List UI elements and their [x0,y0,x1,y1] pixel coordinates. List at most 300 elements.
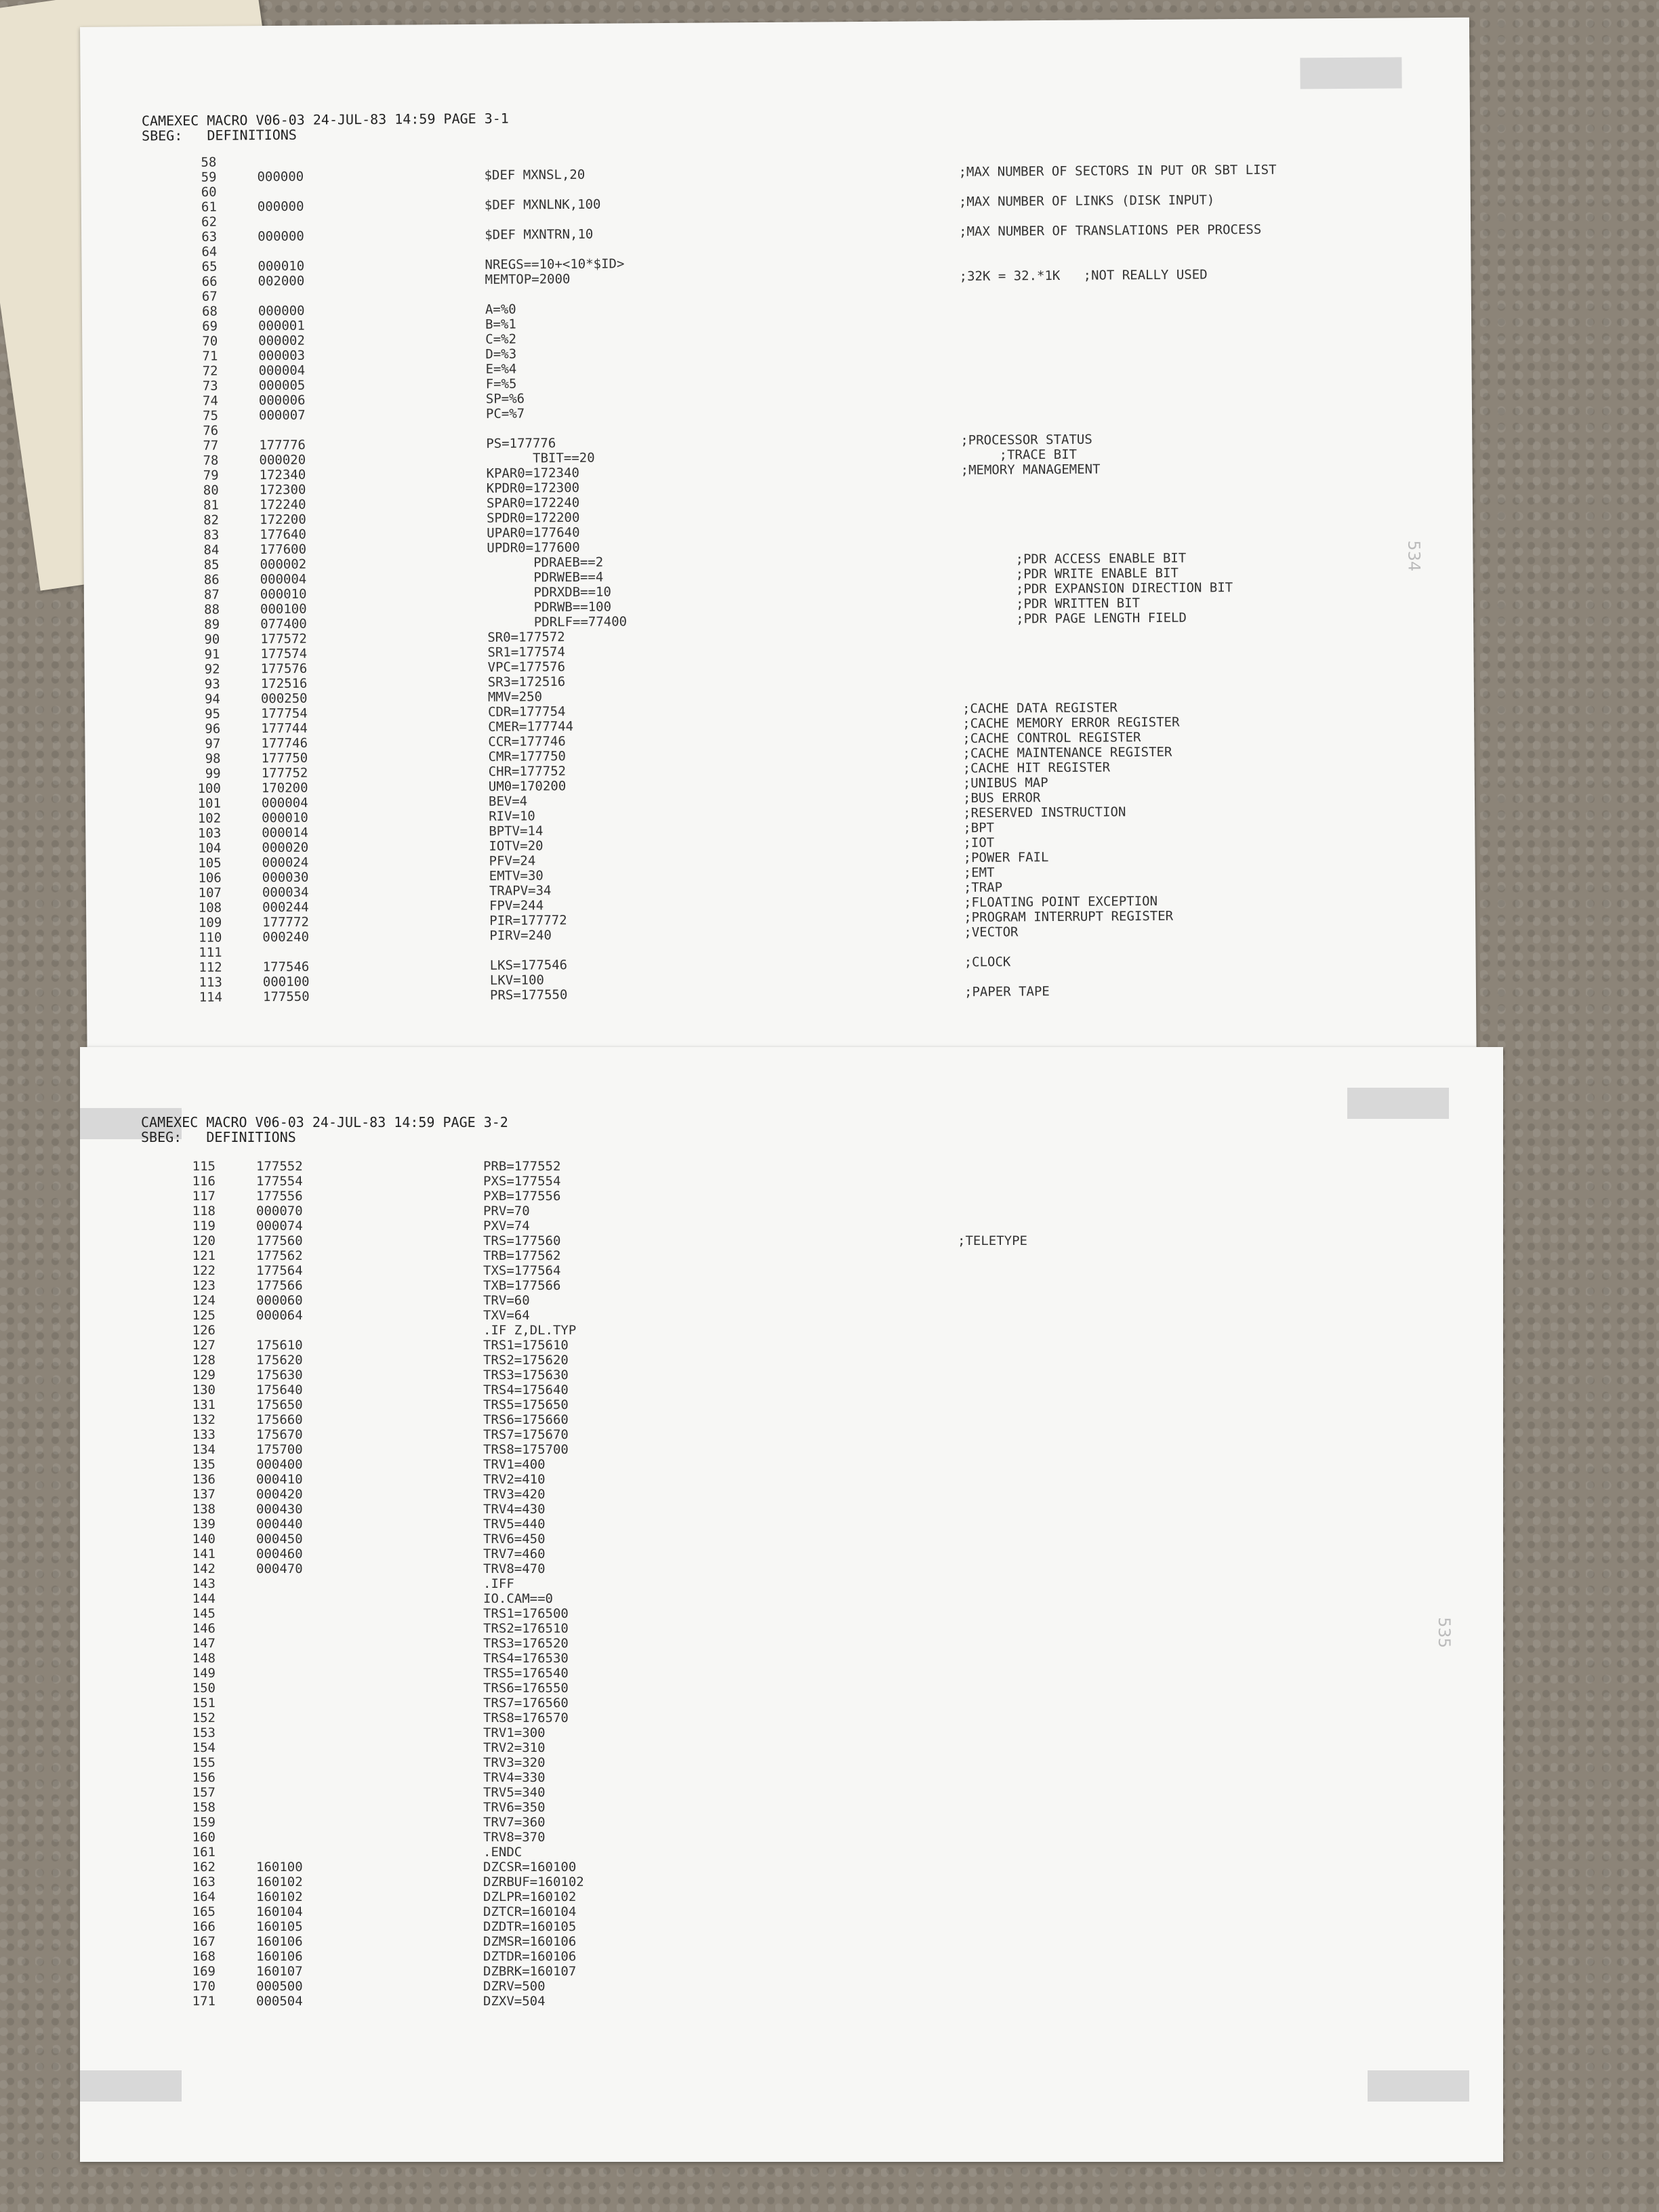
line-number: 131 [192,1397,216,1412]
source-code: TRS5=175650 [483,1397,569,1412]
source-code: BEV=4 [488,794,528,809]
listing-line [141,1860,1398,1875]
page-header: CAMEXEC MACRO V06-03 24-JUL-83 14:59 PAGE 3-2 [141,1114,508,1130]
line-number: 129 [192,1368,216,1382]
source-code: TXB=177566 [483,1278,561,1293]
comment [958,1964,1398,1979]
listing-line [141,1189,1398,1204]
listing-line [141,1666,1398,1681]
octal-value: 000030 [262,869,309,886]
listing-line [141,1263,1398,1278]
line-number: 67 [201,289,218,304]
source-code: TRS7=175670 [483,1427,569,1442]
octal-value [216,1636,483,1651]
comment [958,1934,1398,1949]
octal-value: 160104 [256,1904,303,1919]
source-code: DZBRK=160107 [483,1964,577,1979]
line-number: 157 [192,1785,216,1800]
source-code: TRS1=175610 [483,1338,569,1353]
comment: ;POWER FAIL [963,850,1049,865]
source-code: TRS2=175620 [483,1353,569,1368]
listing-line [141,1964,1398,1979]
source-code: TRV1=300 [483,1725,546,1740]
source-code: CHR=177752 [488,764,567,779]
comment: ;IOT [963,835,995,851]
octal-value: 000430 [256,1502,303,1517]
octal-value: 000074 [256,1218,303,1233]
listing-line [141,1621,1398,1636]
listing-line [141,1949,1398,1964]
comment [958,1830,1398,1845]
source-code: PC=%7 [485,406,525,422]
line-number: 79 [203,468,219,483]
octal-value: 000003 [258,348,306,364]
source-code: SR0=177572 [487,630,565,645]
source-code: C=%2 [485,331,517,347]
line-number: 81 [203,497,220,513]
line-number: 121 [192,1248,216,1263]
source-code: TRV8=470 [483,1561,546,1576]
line-number: 137 [192,1487,216,1502]
line-number: 116 [192,1174,216,1189]
line-number: 169 [192,1964,216,1979]
octal-value [216,1621,483,1636]
octal-value: 000005 [258,377,306,394]
octal-value [216,1323,483,1338]
comment: ;32K = 32.*1K ;NOT REALLY USED [959,267,1208,284]
margin-number: 534 [1404,540,1424,572]
octal-value: 172340 [259,467,306,483]
line-number: 163 [192,1875,216,1889]
source-code: .ENDC [483,1845,523,1860]
line-number: 66 [201,274,218,289]
source-code: PDRWB==100 [487,599,612,615]
printout-page-2 [80,1047,1503,2162]
comment [958,1740,1398,1755]
octal-value: 000100 [262,974,310,990]
octal-value: 000060 [256,1293,303,1308]
source-code: TRV=60 [483,1293,530,1308]
source-code: TBIT==20 [486,450,595,466]
octal-value: 000100 [260,601,307,617]
source-code: TRV5=440 [483,1517,546,1532]
octal-value: 175640 [256,1382,303,1397]
octal-value: 177546 [262,959,310,975]
listing-line [141,1591,1398,1606]
source-code: DZLPR=160102 [483,1889,577,1904]
line-number: 93 [204,676,220,692]
source-code: TRS=177560 [483,1233,561,1248]
octal-value [218,422,486,438]
octal-value: 160102 [256,1889,303,1904]
listing-line [141,1830,1398,1845]
comment [958,1576,1398,1591]
source-code: FPV=244 [489,898,544,914]
line-number: 106 [198,870,222,886]
line-number: 124 [192,1293,216,1308]
line-number: 59 [201,169,217,185]
octal-value [216,1785,483,1800]
source-code: TRS7=176560 [483,1696,569,1711]
octal-value [216,1830,483,1845]
octal-value: 000002 [260,556,307,573]
source-code: TRS2=176510 [483,1621,569,1636]
comment: ;TELETYPE [958,1233,1027,1248]
comment [958,1472,1398,1487]
source-code: TRV3=320 [483,1755,546,1770]
comment [958,1785,1398,1800]
comment [958,1547,1398,1561]
comment [958,1189,1398,1204]
line-number: 102 [197,811,222,826]
source-code: MMV=250 [487,689,543,705]
octal-value: 160105 [256,1919,303,1934]
source-code: PDRXDB==10 [487,584,611,600]
source-code: TRAPV=34 [489,883,552,899]
line-number: 95 [205,706,221,722]
comment [958,1532,1398,1547]
listing-line [141,1711,1398,1725]
octal-value: 177752 [261,765,308,781]
comment: ;PDR EXPANSION DIRECTION BIT [961,580,1233,597]
line-number: 61 [201,199,217,215]
listing-line [141,1994,1398,2009]
source-code: $DEF MXNLNK,100 [484,197,601,213]
line-number: 86 [203,572,220,588]
line-number: 103 [197,825,222,841]
octal-value: 177560 [256,1233,303,1248]
listing-line [141,1218,1398,1233]
octal-value: 002000 [258,273,305,289]
line-number: 70 [202,333,218,349]
octal-value: 000010 [258,258,305,274]
source-code: TRS6=176550 [483,1681,569,1696]
comment: ;CACHE DATA REGISTER [962,700,1118,716]
octal-value [216,1725,483,1740]
listing-line [141,1904,1398,1919]
line-number: 136 [192,1472,216,1487]
octal-value [216,1845,483,1860]
octal-value: 172516 [260,676,308,692]
listing-line [141,1651,1398,1666]
listing-line [141,1636,1398,1651]
line-number: 127 [192,1338,216,1353]
comment [958,1696,1398,1711]
line-number: 91 [204,647,220,662]
source-code: TRS4=175640 [483,1382,569,1397]
comment: ;CACHE MAINTENANCE REGISTER [962,744,1172,761]
octal-value: 175670 [256,1427,303,1442]
line-number: 135 [192,1457,216,1472]
octal-value: 000440 [256,1517,303,1532]
code-listing [141,1159,1398,2009]
source-code: LKV=100 [489,972,544,988]
source-code: LKS=177546 [489,958,568,973]
line-number: 63 [201,229,218,245]
octal-value: 000000 [257,169,304,185]
octal-value: 000000 [257,199,304,215]
octal-value: 177574 [260,646,308,662]
line-number: 84 [203,542,220,558]
source-code: VPC=177576 [487,659,566,675]
line-number: 122 [192,1263,216,1278]
octal-value: 000020 [262,840,309,856]
comment [958,1412,1398,1427]
listing-line [141,1353,1398,1368]
octal-value [222,943,489,960]
line-number: 155 [192,1755,216,1770]
source-code: SPAR0=172240 [486,495,580,511]
comment [958,1725,1398,1740]
line-number: 132 [192,1412,216,1427]
octal-value: 172200 [260,512,306,528]
octal-value: 000504 [256,1994,303,2009]
listing-line [141,1889,1398,1904]
comment [958,1606,1398,1621]
listing-line [141,1815,1398,1830]
source-code: TRV4=430 [483,1502,546,1517]
octal-value: 177572 [260,631,308,647]
line-number: 159 [192,1815,216,1830]
listing-line [141,1725,1398,1740]
source-code: F=%5 [485,376,517,392]
comment: ;BUS ERROR [962,790,1041,806]
comment: ;MAX NUMBER OF TRANSLATIONS PER PROCESS [959,222,1262,239]
source-code: DZTDR=160106 [483,1949,577,1964]
octal-value: 175620 [256,1353,303,1368]
octal-value [216,1576,483,1591]
line-number: 60 [201,184,217,200]
comment [958,1919,1398,1934]
listing-line [141,1442,1398,1457]
comment [958,1621,1398,1636]
octal-value: 000006 [258,392,306,409]
tractor-feed-tab [1368,2070,1469,2102]
listing-line [141,1293,1398,1308]
listing-line [141,1323,1398,1338]
line-number: 170 [192,1979,216,1994]
line-number: 166 [192,1919,216,1934]
listing-line [141,1875,1398,1889]
octal-value: 160106 [256,1934,303,1949]
octal-value: 000007 [258,407,306,424]
comment [958,1368,1398,1382]
source-code: UPDR0=177600 [487,539,580,556]
comment [958,1218,1398,1233]
source-code: TRS6=175660 [483,1412,569,1427]
comment [958,1353,1398,1368]
comment [958,1159,1398,1174]
octal-value: 000470 [256,1561,303,1576]
source-code: DZMSR=160106 [483,1934,577,1949]
line-number: 156 [192,1770,216,1785]
line-number: 167 [192,1934,216,1949]
octal-value: 000001 [258,318,305,334]
comment [958,1427,1398,1442]
octal-value: 170200 [261,780,308,796]
comment [958,1636,1398,1651]
source-code: SPDR0=172200 [486,510,580,526]
octal-value: 000020 [259,452,306,468]
line-number: 145 [192,1606,216,1621]
source-code: TRS8=176570 [483,1711,569,1725]
listing-line [141,1845,1398,1860]
line-number: 149 [192,1666,216,1681]
line-number: 143 [192,1576,216,1591]
listing-line [141,1368,1398,1382]
line-number: 64 [201,244,218,260]
source-code: TRV7=460 [483,1547,546,1561]
octal-value: 172300 [259,482,306,498]
comment [958,1457,1398,1472]
octal-value: 175610 [256,1338,303,1353]
octal-value: 000014 [262,825,309,841]
line-number: 120 [192,1233,216,1248]
octal-value [216,1681,483,1696]
octal-value: 000400 [256,1457,303,1472]
source-code: DZRV=500 [483,1979,546,1994]
listing-line [141,1308,1398,1323]
line-number: 96 [205,721,221,737]
listing-line [141,1233,1398,1248]
source-code: TRV2=310 [483,1740,546,1755]
line-number: 128 [192,1353,216,1368]
source-code: SR1=177574 [487,644,565,660]
comment [958,1994,1398,2009]
octal-value: 000010 [262,810,308,826]
octal-value: 177744 [261,720,308,737]
octal-value: 175700 [256,1442,303,1457]
source-code: RIV=10 [489,808,535,824]
source-code: TRB=177562 [483,1248,561,1263]
octal-value [216,1711,483,1725]
comment [958,1666,1398,1681]
line-number: 78 [203,453,219,468]
source-code: A=%0 [485,302,516,317]
line-number: 152 [192,1711,216,1725]
octal-value: 160100 [256,1860,303,1875]
line-number: 142 [192,1561,216,1576]
line-number: 83 [203,527,220,543]
octal-value: 000034 [262,884,309,901]
line-number: 80 [203,483,219,498]
comment [958,1323,1398,1338]
line-number: 123 [192,1278,216,1293]
octal-value: 177640 [260,527,306,543]
line-number: 133 [192,1427,216,1442]
octal-value [216,1591,483,1606]
line-number: 134 [192,1442,216,1457]
comment [958,1293,1398,1308]
comment [958,1815,1398,1830]
listing-line [141,1681,1398,1696]
line-number: 168 [192,1949,216,1964]
tractor-feed-tab [1347,1088,1449,1119]
source-code: TRV1=400 [483,1457,546,1472]
comment: ;PDR ACCESS ENABLE BIT [961,550,1187,567]
source-code: CCR=177746 [488,734,566,750]
source-code: TRS8=175700 [483,1442,569,1457]
comment: ;PROGRAM INTERRUPT REGISTER [964,908,1174,925]
octal-value: 177776 [259,437,306,453]
source-code: TRV6=450 [483,1532,546,1547]
octal-value: 000000 [258,228,304,245]
octal-value: 000410 [256,1472,303,1487]
source-code: TRV5=340 [483,1785,546,1800]
comment [958,1681,1398,1696]
line-number: 150 [192,1681,216,1696]
source-code: IO.CAM==0 [483,1591,553,1606]
comment: ;MEMORY MANAGEMENT [960,462,1101,478]
section-title: SBEG: DEFINITIONS [142,126,297,144]
octal-value: 000420 [256,1487,303,1502]
line-number: 130 [192,1382,216,1397]
source-code: BPTV=14 [489,823,544,839]
code-listing [142,146,1405,1005]
comment [958,1204,1398,1218]
margin-number: 535 [1434,1617,1454,1648]
octal-value: 000064 [256,1308,303,1323]
source-code: TRV2=410 [483,1472,546,1487]
source-code: PRS=177550 [489,987,568,1003]
source-code: SR3=172516 [487,674,566,690]
octal-value [216,1815,483,1830]
comment [958,1949,1398,1964]
line-number: 72 [202,363,218,379]
comment: ;MAX NUMBER OF LINKS (DISK INPUT) [958,192,1215,209]
octal-value: 000004 [260,571,307,588]
comment [958,1755,1398,1770]
comment [958,1860,1398,1875]
octal-value: 077400 [260,616,307,632]
comment: ;PROCESSOR STATUS [960,432,1092,448]
source-code: NREGS==10+<10*$ID> [485,256,625,272]
line-number: 97 [205,736,221,752]
line-number: 68 [201,304,218,319]
source-code: MEMTOP=2000 [485,271,571,287]
listing-line [141,1427,1398,1442]
octal-value: 172240 [259,497,306,513]
section-title: SBEG: DEFINITIONS [141,1129,296,1145]
listing-line [141,1412,1398,1427]
line-number: 139 [192,1517,216,1532]
octal-value [216,153,484,170]
octal-value: 000460 [256,1547,303,1561]
octal-value: 177550 [262,989,310,1005]
comment [958,1248,1398,1263]
line-number: 111 [199,945,222,960]
line-number: 125 [192,1308,216,1323]
source-code: EMTV=30 [489,868,544,884]
listing-line [141,1561,1398,1576]
source-code: DZRBUF=160102 [483,1875,584,1889]
comment [958,1651,1398,1666]
line-number: 112 [199,960,222,975]
line-number: 101 [197,796,222,811]
line-number: 87 [203,587,220,602]
octal-value: 160107 [256,1964,303,1979]
octal-value [216,1800,483,1815]
comment: ;MAX NUMBER OF SECTORS IN PUT OR SBT LIST [958,162,1277,180]
octal-value: 177576 [260,661,308,677]
source-code: TXV=64 [483,1308,530,1323]
tractor-feed-tab [80,2070,182,2102]
source-code: CMER=177744 [488,718,574,735]
line-number: 88 [204,602,220,617]
line-number: 126 [192,1323,216,1338]
comment: ;BPT [963,820,995,836]
source-code: D=%3 [485,346,517,362]
